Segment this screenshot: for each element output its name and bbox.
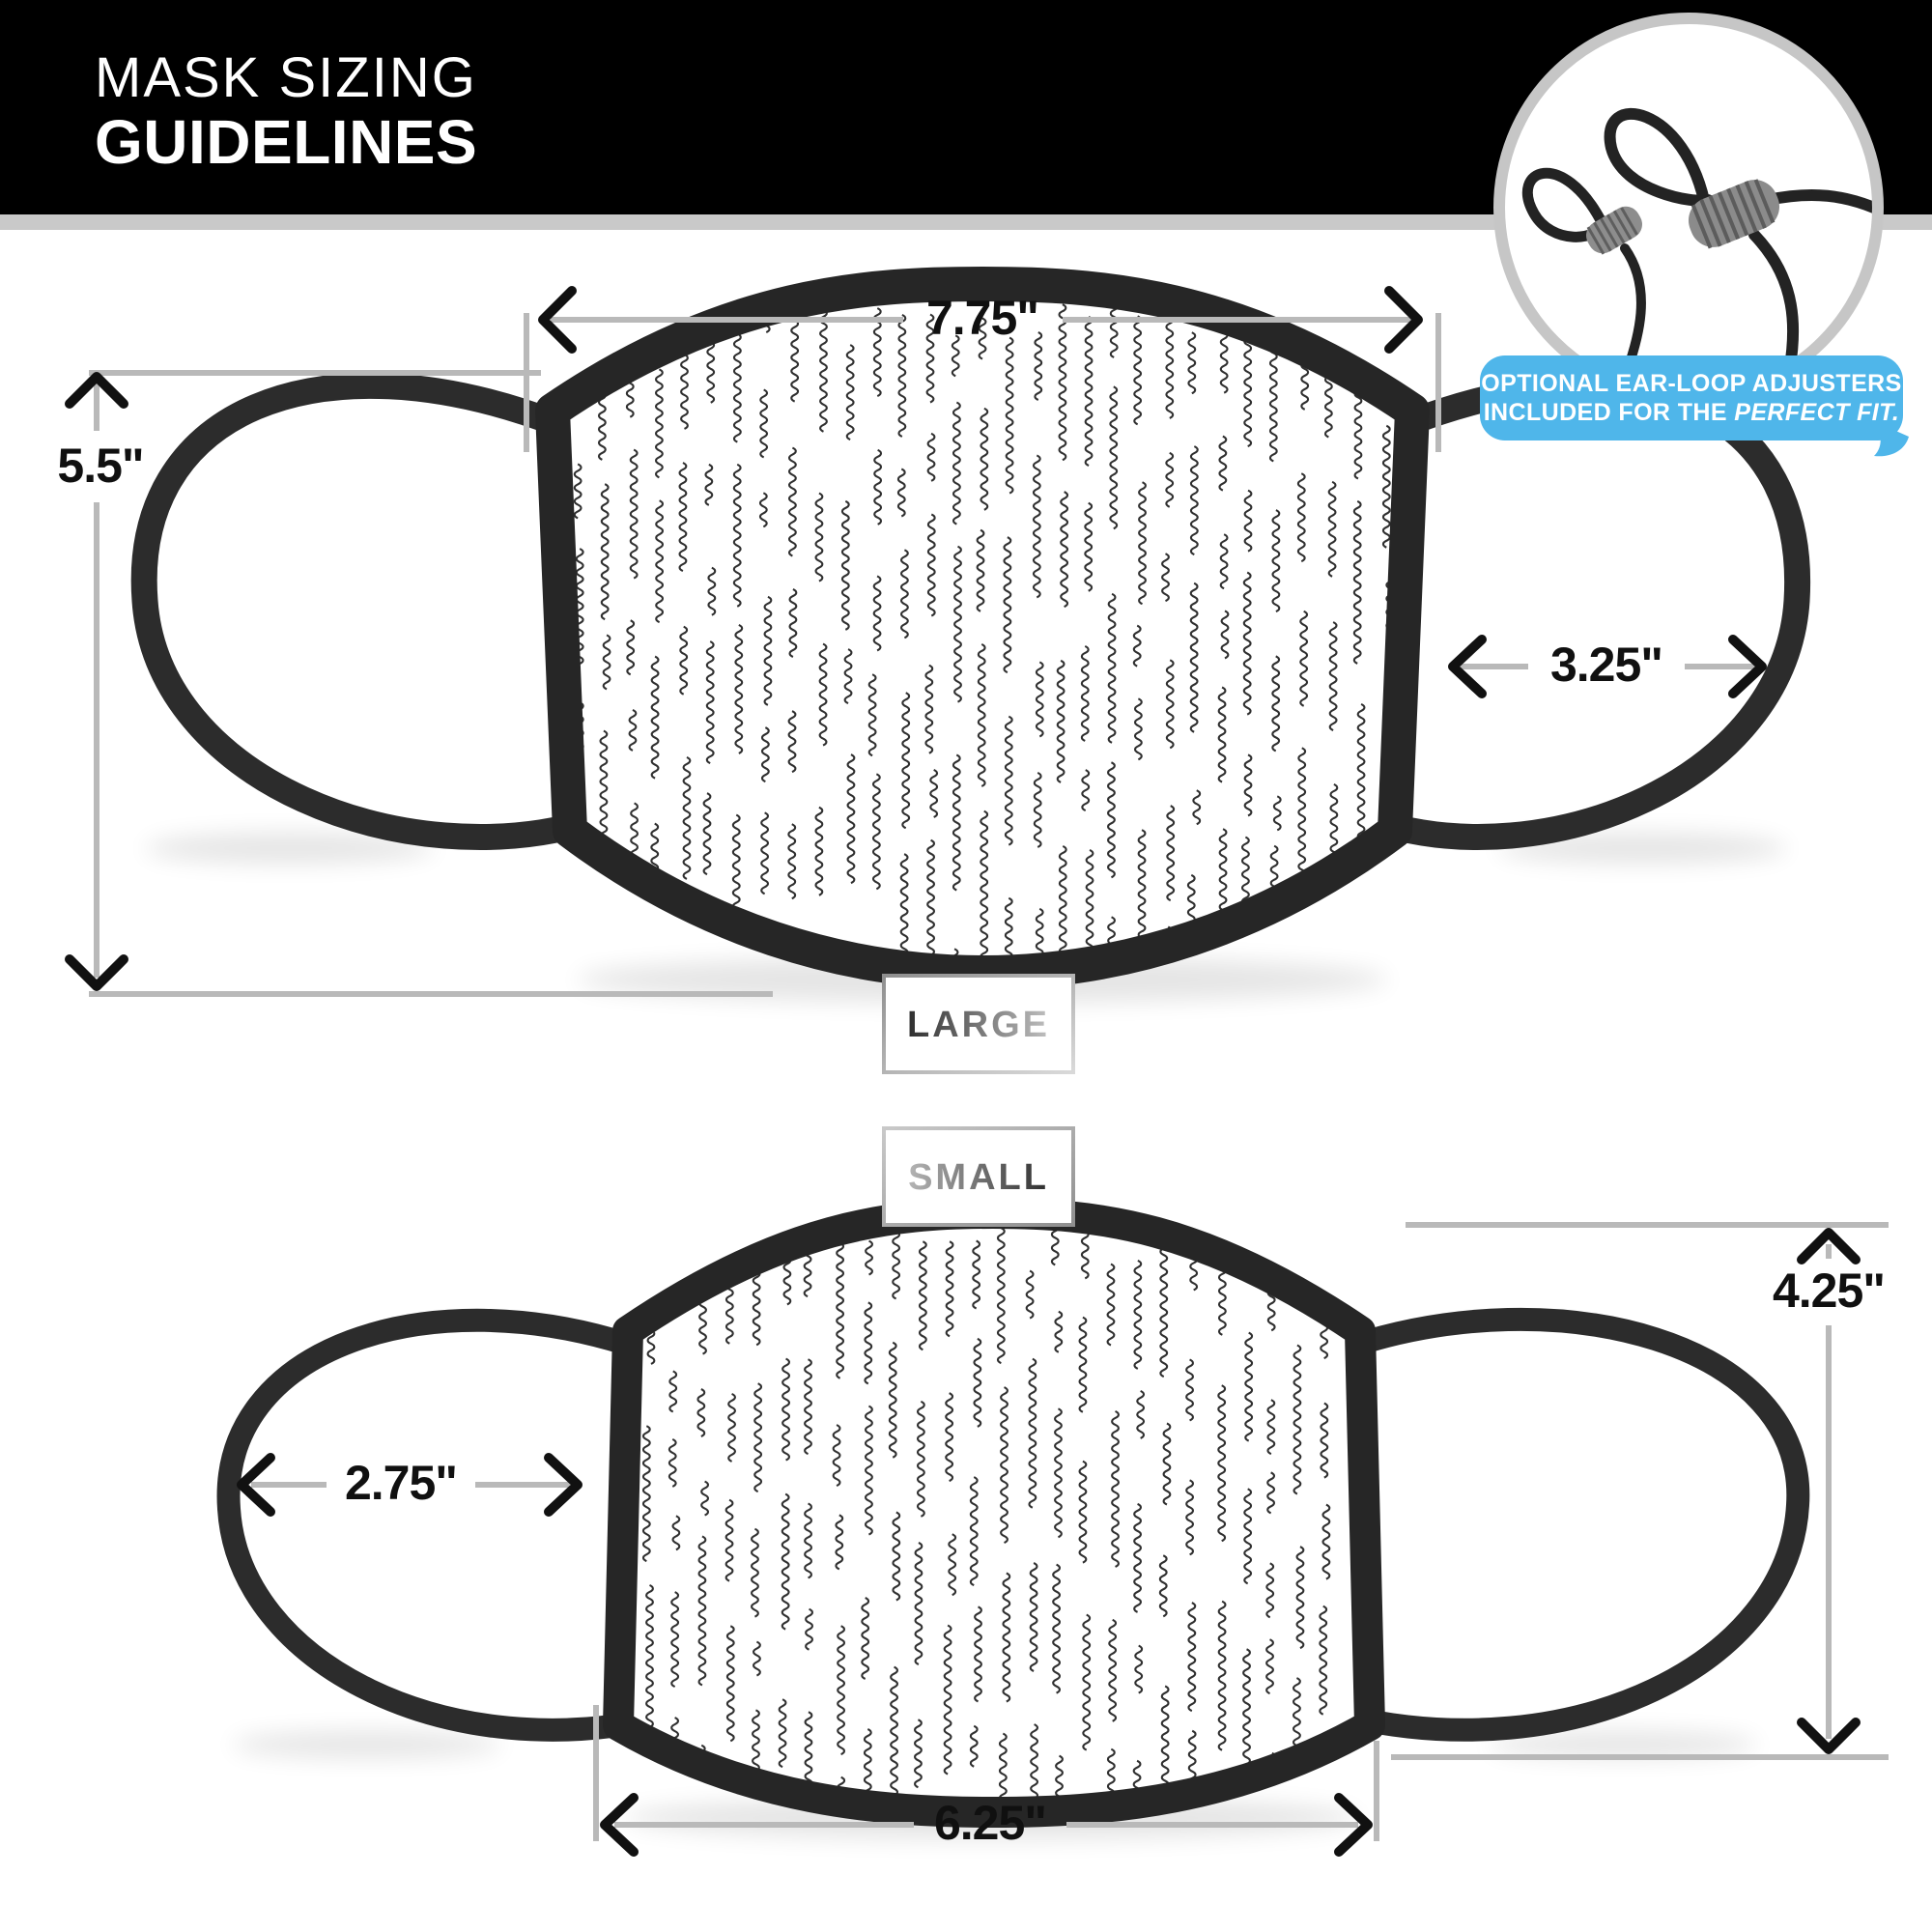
callout-line1: OPTIONAL EAR-LOOP ADJUSTERS xyxy=(1481,370,1902,397)
small-mask-left-ear-loop xyxy=(229,1321,668,1730)
adjuster-callout-bubble xyxy=(1480,355,1903,440)
small-mask-height-label: 4.25" xyxy=(1772,1264,1886,1318)
page-title-line2: GUIDELINES xyxy=(95,106,478,177)
ear-loop-adjuster-illustration xyxy=(1505,24,1872,391)
large-mask-right-ear-loop xyxy=(1375,385,1798,837)
small-mask-right-ear-loop xyxy=(1345,1320,1798,1730)
small-size-badge-art xyxy=(882,1126,1075,1227)
small-size-text: SMALL xyxy=(908,1157,1049,1198)
elastic-loop-large xyxy=(1610,114,1708,210)
elastic-cord xyxy=(1768,195,1872,208)
callout-line2 xyxy=(1480,398,1903,427)
large-mask-earloop-label: 3.25" xyxy=(1549,638,1663,692)
page-title-line1: MASK SIZING xyxy=(95,46,477,109)
large-mask-width-label: 7.75" xyxy=(925,291,1039,345)
small-mask xyxy=(229,1213,1799,1812)
large-mask-fabric xyxy=(553,284,1412,973)
small-mask-earloop-label: 2.75" xyxy=(344,1456,458,1510)
small-size-badge xyxy=(882,1126,1075,1227)
large-mask-height-label: 5.5" xyxy=(57,439,144,493)
callout-line2-emphasis: PERFECT FIT. xyxy=(1734,399,1900,426)
ear-loop-adjuster-photo-circle xyxy=(1493,13,1884,403)
large-size-badge-art xyxy=(882,974,1075,1074)
large-size-badge xyxy=(882,974,1075,1074)
small-mask-width-label: 6.25" xyxy=(933,1796,1047,1850)
large-mask-left-ear-loop xyxy=(144,385,591,837)
callout-line2-prefix: INCLUDED FOR THE xyxy=(1483,399,1735,426)
large-size-text: LARGE xyxy=(907,1005,1050,1045)
